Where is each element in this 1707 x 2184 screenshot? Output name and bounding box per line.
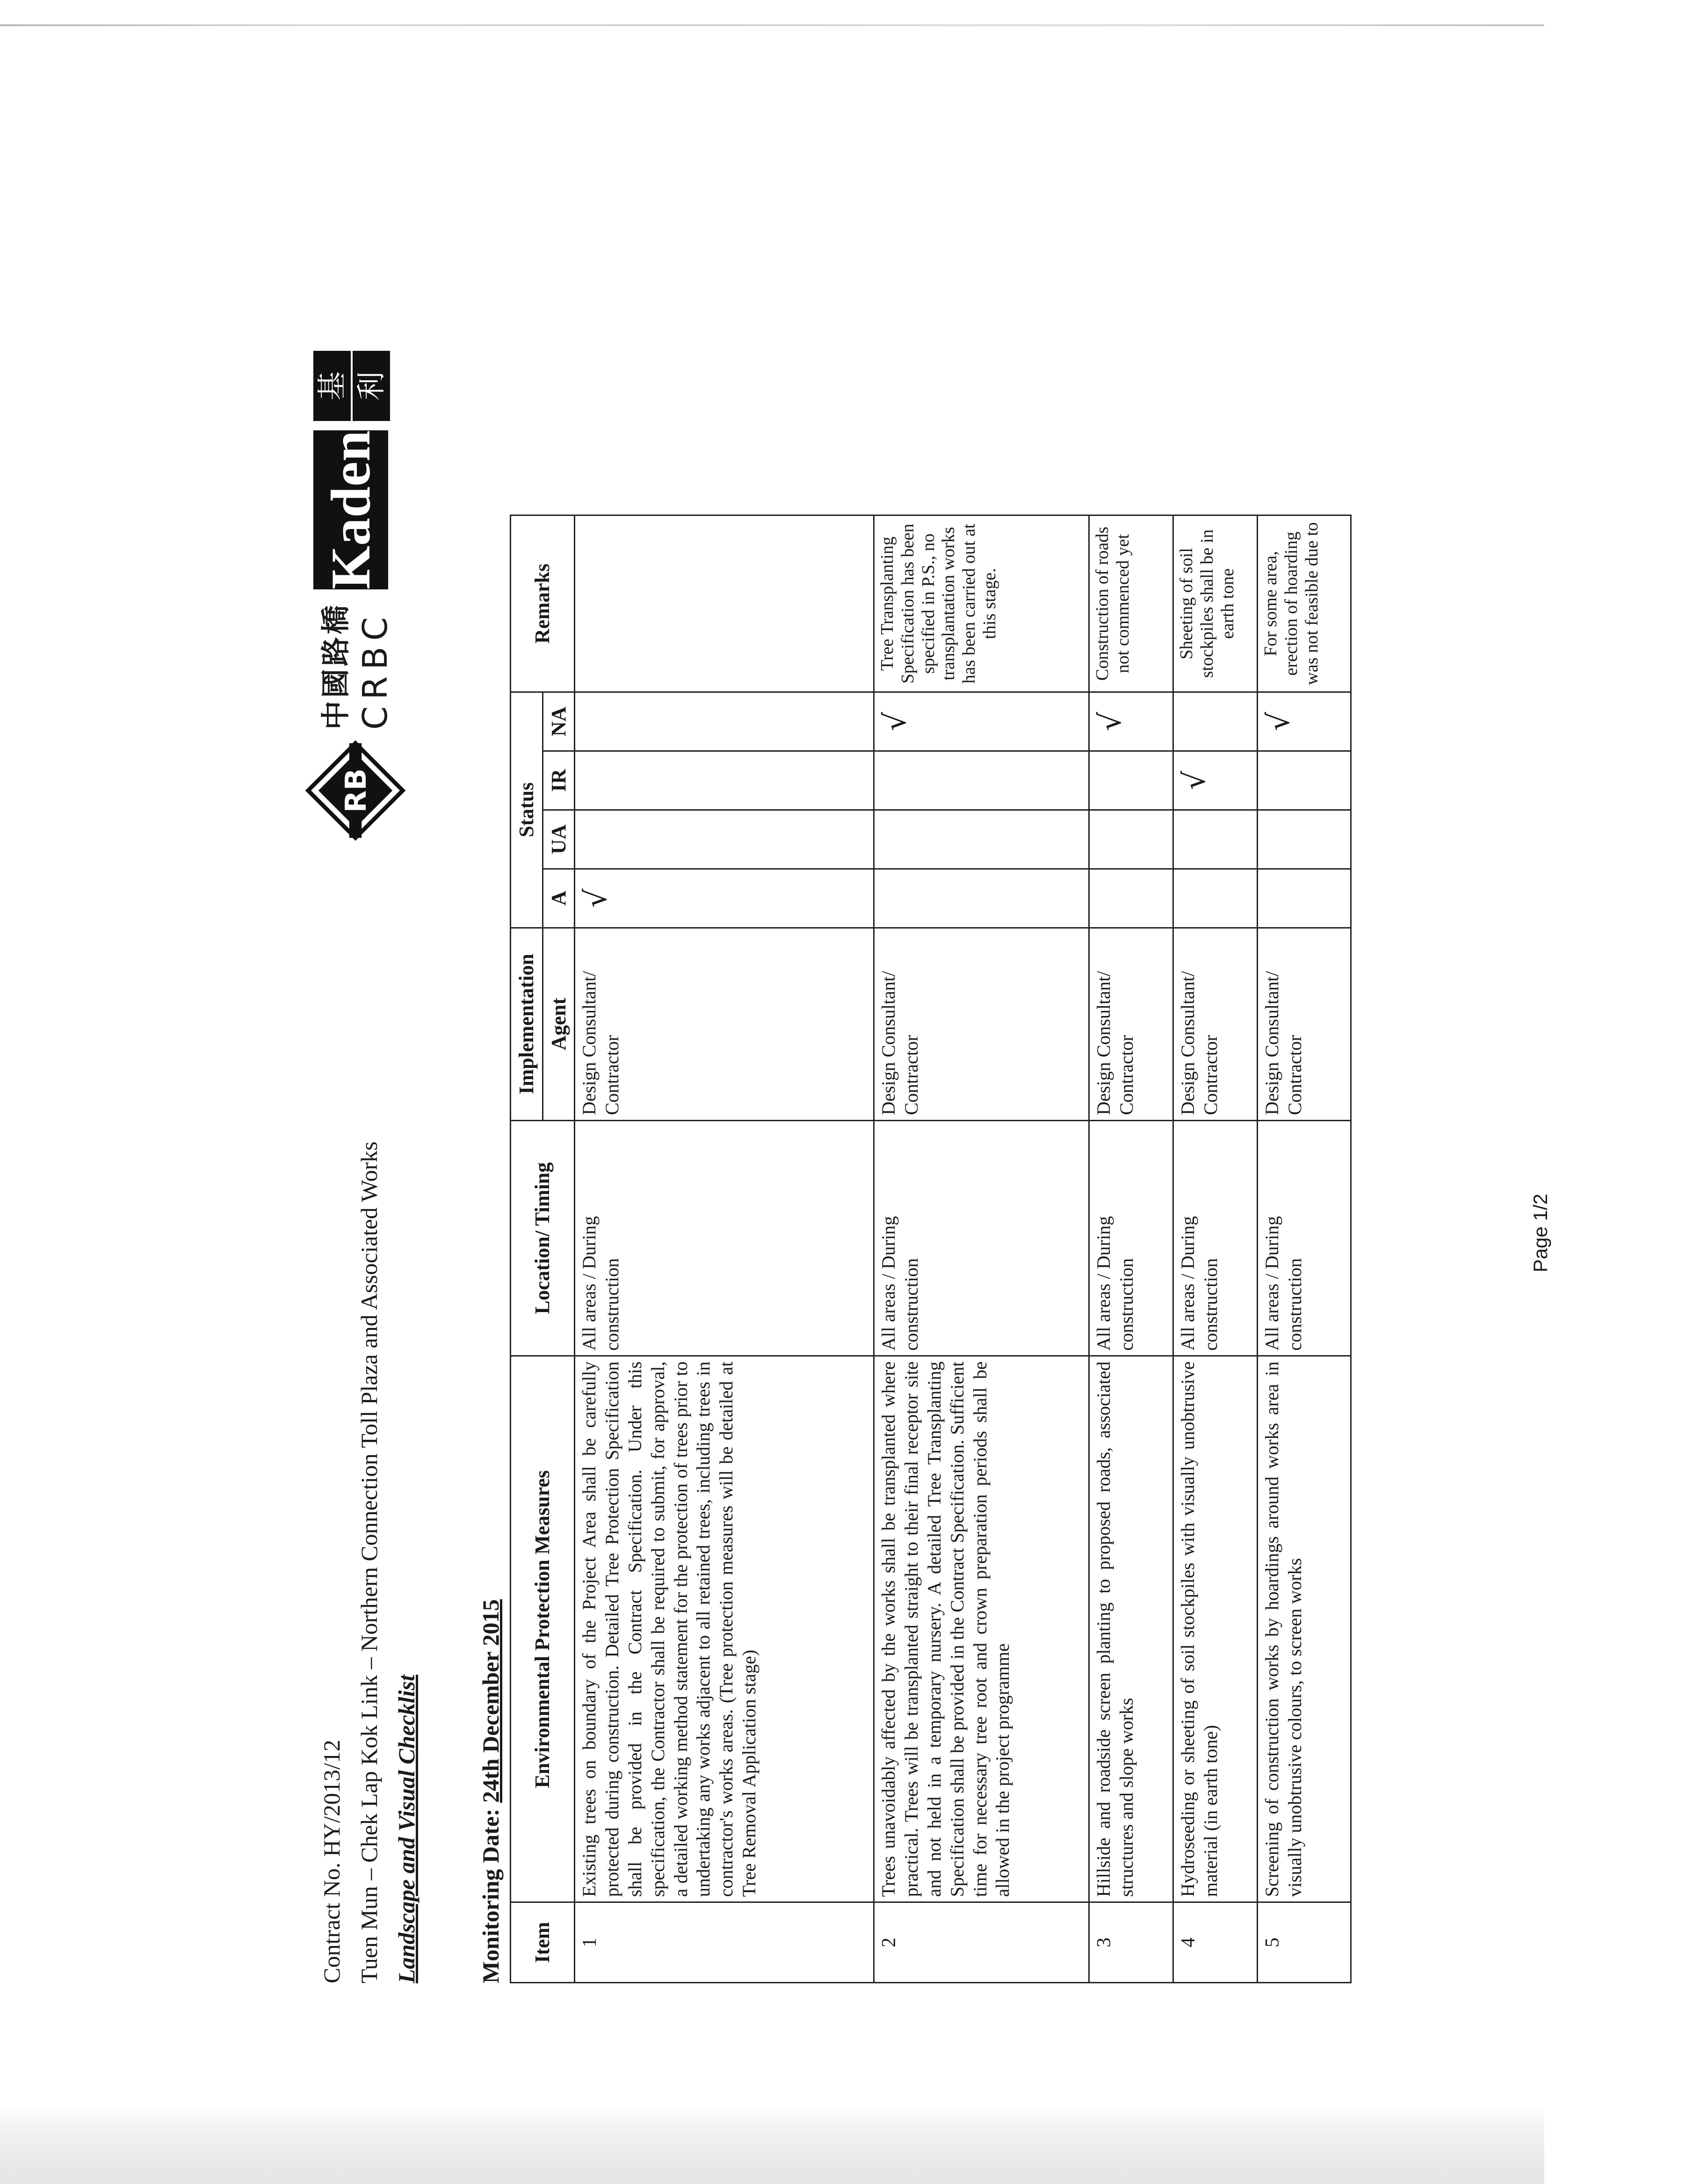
header-status: Status — [511, 692, 543, 928]
status-a-check: √ — [575, 869, 874, 928]
rb-logo-text: RB — [339, 768, 373, 813]
table-row — [1258, 515, 1351, 1983]
scanner-edge-line — [0, 24, 1544, 26]
location-timing: All areas / During construction — [874, 1120, 1089, 1356]
project-title: Tuen Mun – Chek Lap Kok Link – Northern Connection Toll Plaza and Associated Works — [356, 1141, 382, 1983]
landscape-visual-checklist-table — [510, 515, 1352, 1983]
measure-text: Trees unavoidably affected by the works shall be transplanted where practical. Trees will be transplanted straight to their final receptor site and not held in a temporary nursery. A detailed Tree Transplanting Specification shall be provided in the Contract Specification. Sufficient time for necessary tree root and crown preparation periods shall be allowed in the project programme — [874, 1356, 1089, 1902]
table-row — [1089, 515, 1173, 1983]
header-remarks: Remarks — [511, 515, 575, 692]
location-timing: All areas / During construction — [1258, 1120, 1351, 1356]
status-ua-cell — [1089, 810, 1173, 869]
status-ir-cell — [575, 751, 874, 810]
implementation-agent: Design Consultant/ Contractor — [1173, 928, 1258, 1120]
item-number: 1 — [575, 1902, 874, 1983]
item-number: 5 — [1258, 1902, 1351, 1983]
implementation-agent: Design Consultant/ Contractor — [575, 928, 874, 1120]
header-status-ir: IR — [542, 751, 575, 810]
item-number: 2 — [874, 1902, 1089, 1983]
measure-text: Existing trees on boundary of the Project Area shall be carefully protected during construction. Detailed Tree Protection Specification shall be provided in the Contract Specification. Under this specification, the Contractor shall be required to submit, for approval, a detailed working method statement for the protection of trees prior to undertaking any works adjacent to all retained trees, including trees in contractor's works areas. (Tree protection measures will be detailed at Tree Removal Application stage) — [575, 1356, 874, 1902]
table-row — [1173, 515, 1258, 1983]
header-measures: Environmental Protection Measures — [511, 1356, 575, 1902]
contract-number: Contract No. HY/2013/12 — [318, 1740, 345, 1983]
status-ir-cell — [874, 751, 1089, 810]
monitoring-date-label: Monitoring Date: — [477, 1802, 504, 1983]
header-location: Location/ Timing — [511, 1120, 575, 1356]
remark-text — [575, 515, 874, 692]
item-number: 4 — [1173, 1902, 1258, 1983]
remark-text: Construction of roads not commenced yet — [1089, 515, 1173, 692]
status-na-cell — [1173, 692, 1258, 751]
measure-text: Hillside and roadside screen planting to proposed roads, associated structures and slope works — [1089, 1356, 1173, 1902]
status-a-cell — [1173, 869, 1258, 928]
status-ua-cell — [1173, 810, 1258, 869]
implementation-agent: Design Consultant/ Contractor — [1089, 928, 1173, 1120]
kaden-chinese-char-1: 基 — [313, 351, 351, 421]
location-timing: All areas / During construction — [1089, 1120, 1173, 1356]
measure-text: Hydroseeding or sheeting of soil stockpiles with visually unobtrusive material (in earth tone) — [1173, 1356, 1258, 1902]
status-na-check: √ — [1089, 692, 1173, 751]
location-timing: All areas / During construction — [1173, 1120, 1258, 1356]
header-status-na: NA — [542, 692, 575, 751]
status-na-check: √ — [1258, 692, 1351, 751]
status-ua-cell — [1258, 810, 1351, 869]
status-a-cell — [1089, 869, 1173, 928]
measure-text: Screening of construction works by hoardings around works area in visually unobtrusive colours, to screen works — [1258, 1356, 1351, 1902]
status-ir-cell — [1258, 751, 1351, 810]
header-agent: Agent — [542, 928, 575, 1120]
header-implementation: Implementation — [511, 928, 543, 1120]
header-item: Item — [511, 1902, 575, 1983]
implementation-agent: Design Consultant/ Contractor — [1258, 928, 1351, 1120]
status-ir-check: √ — [1173, 751, 1258, 810]
implementation-agent: Design Consultant/ Contractor — [874, 928, 1089, 1120]
rotated-document-page — [304, 37, 1707, 2002]
remark-text: Tree Transplanting Specification has been specified in P.S., no transplantation works has been carried out at this stage. — [874, 515, 1089, 692]
monitoring-date — [477, 1599, 504, 1983]
remark-text: For some area, erection of hoarding was not feasible due to — [1258, 515, 1351, 692]
status-na-cell — [575, 692, 874, 751]
crbc-english-name: CRBC — [355, 610, 395, 730]
status-ua-cell — [575, 810, 874, 869]
header-status-ua: UA — [542, 810, 575, 869]
status-a-cell — [1258, 869, 1351, 928]
table-header-row — [511, 515, 543, 1983]
rb-logo-icon — [304, 739, 407, 842]
kaden-chinese-logo — [313, 351, 392, 421]
crbc-chinese-name: 中國路橋 — [318, 602, 353, 730]
table-row — [575, 515, 874, 1983]
kaden-logo-text: Kaden — [319, 430, 382, 590]
monitoring-date-value: 24th December 2015 — [477, 1599, 504, 1803]
checklist-title: Landscape and Visual Checklist — [393, 1675, 420, 1983]
remark-text: Sheeting of soil stockpiles shall be in earth tone — [1173, 515, 1258, 692]
location-timing: All areas / During construction — [575, 1120, 874, 1356]
page-number: Page 1/2 — [1529, 1193, 1551, 1272]
kaden-chinese-char-2: 利 — [353, 351, 390, 421]
status-a-cell — [874, 869, 1089, 928]
status-ir-cell — [1089, 751, 1173, 810]
table-row — [874, 515, 1089, 1983]
header-status-a: A — [542, 869, 575, 928]
item-number: 3 — [1089, 1902, 1173, 1983]
status-ua-cell — [874, 810, 1089, 869]
kaden-logo — [313, 430, 388, 589]
status-na-check: √ — [874, 692, 1089, 751]
scanner-bottom-shadow — [0, 2104, 1544, 2184]
